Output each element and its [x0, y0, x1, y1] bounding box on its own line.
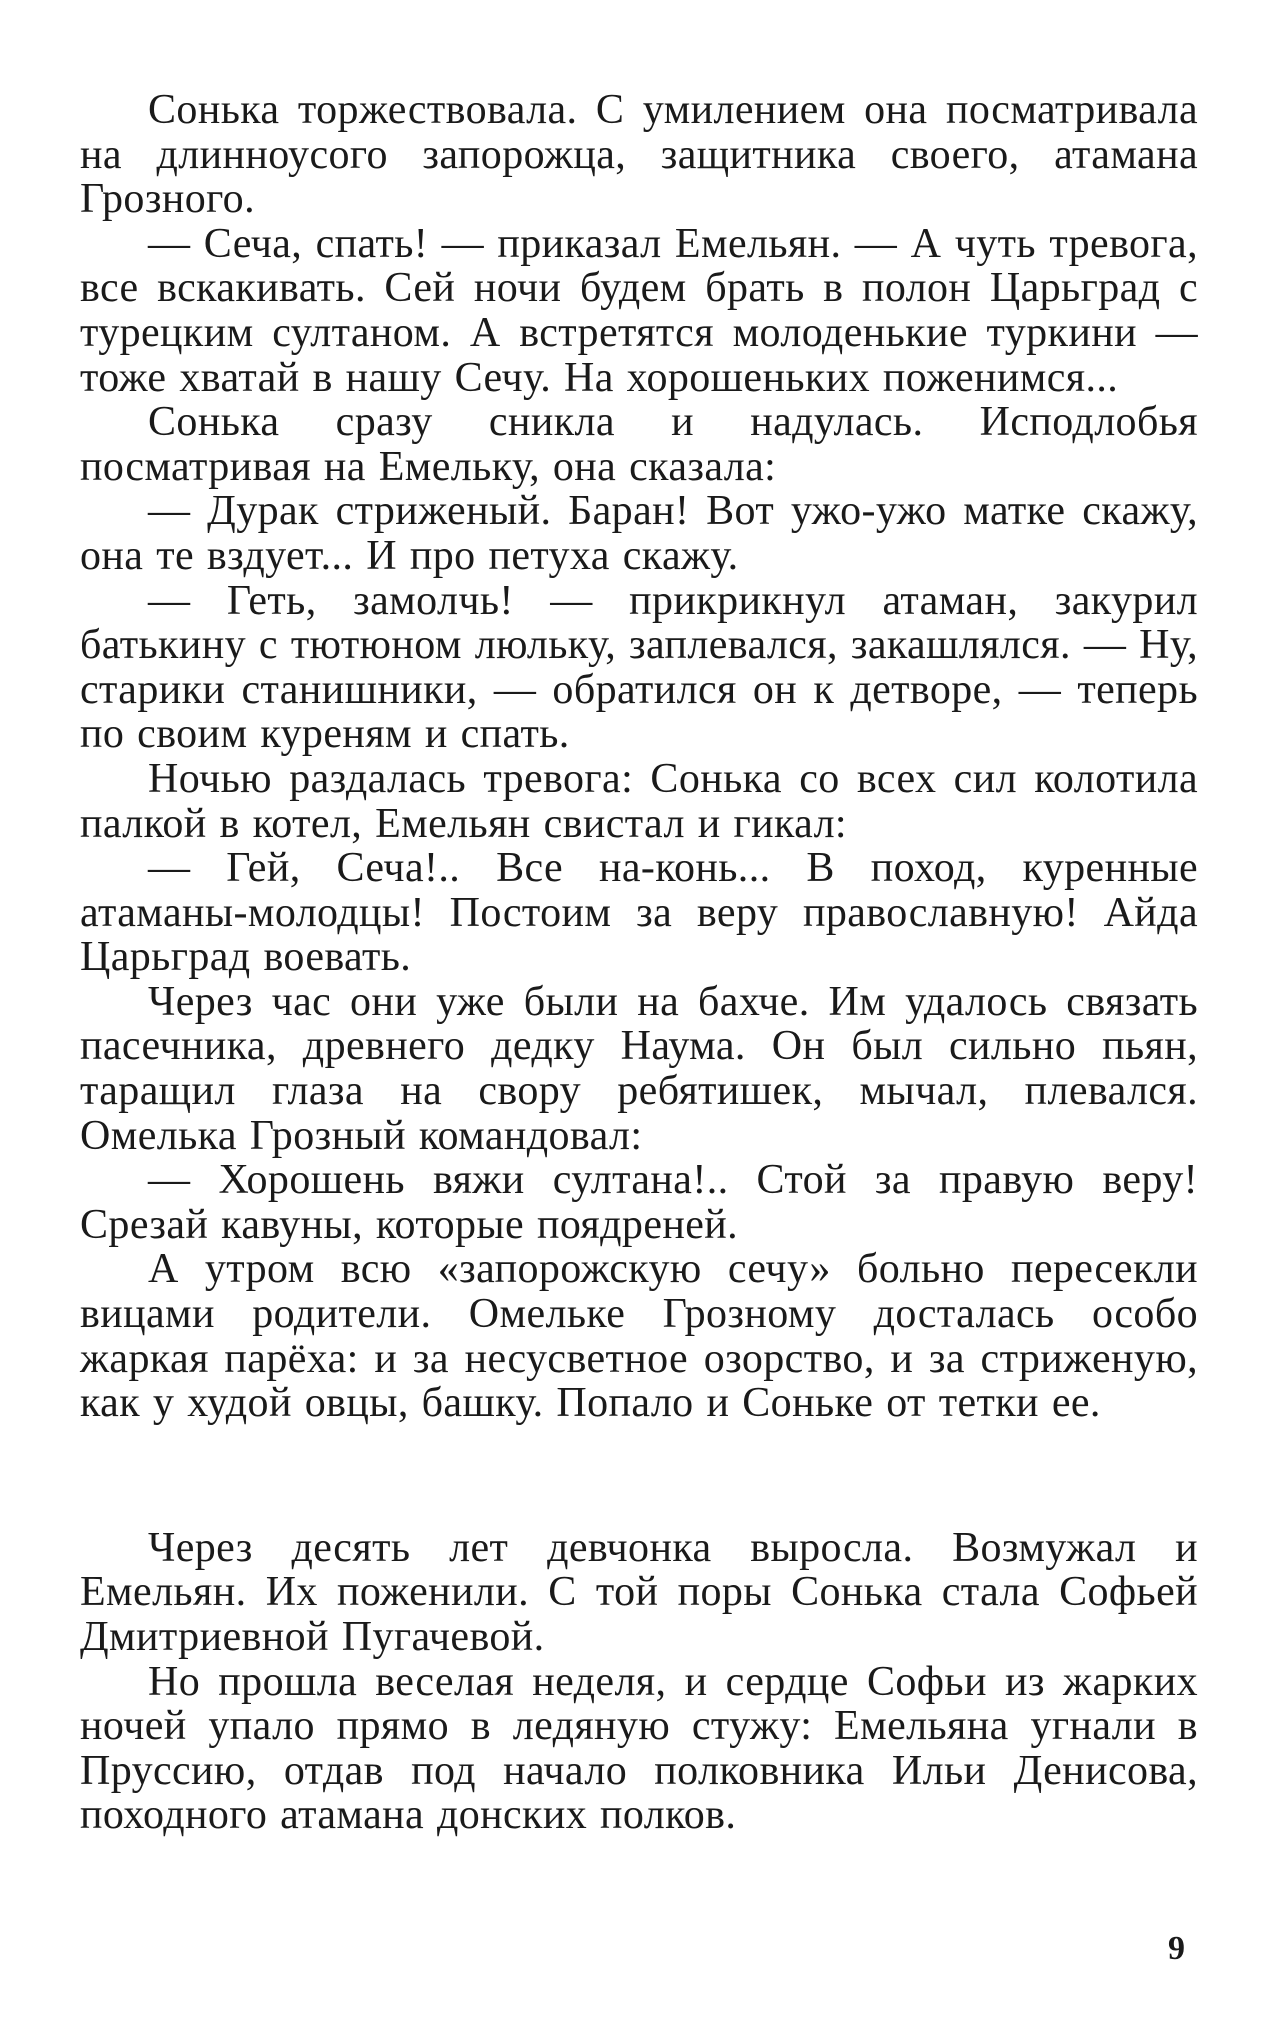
- section-break: [80, 1426, 1198, 1526]
- paragraph-7: — Гей, Сеча!.. Все на-конь... В поход, куренные атаманы-молодцы! Постоим за веру православную! Айда Царьград воевать.: [80, 845, 1198, 981]
- paragraph-12: Но прошла веселая неделя, и сердце Софьи из жарких ночей упало прямо в ледяную стужу: Емельяна угнали в Пруссию, отдав под начало полковника Ильи Денисова, походного атамана донских полков.: [80, 1658, 1198, 1839]
- paragraph-2: — Сеча, спать! — приказал Емельян. — А чуть тревога, все вскакивать. Сей ночи будем брать в полон Царьград с турецким султаном. А встретятся молоденькие туркини — тоже хватай в нашу Сечу. На хорошеньких поженимся...: [80, 220, 1198, 401]
- paragraph-5: — Геть, замолчь! — прикрикнул атаман, закурил батькину с тютюном люльку, заплевался, закашлялся. — Ну, старики станишники, — обратился он к детворе, — теперь по своим куреням и спать.: [80, 577, 1198, 758]
- paragraph-1: Сонька торжествовала. С умилением она посматривала на длинноусого запорожца, защитника своего, атамана Грозного.: [80, 87, 1198, 223]
- paragraph-10: А утром всю «запорожскую сечу» больно пересекли вицами родители. Омельке Грозному досталась особо жаркая парёха: и за несусветное озорство, и за стриженую, как у худой овцы, башку. Попало и Соньке от тетки ее.: [80, 1246, 1198, 1427]
- paragraph-6: Ночью раздалась тревога: Сонька со всех сил колотила палкой в котел, Емельян свистал и гикал:: [80, 755, 1198, 847]
- paragraph-8: Через час они уже были на бахче. Им удалось связать пасечника, древнего дедку Наума. Он был сильно пьян, таращил глаза на свору ребятишек, мычал, плевался. Омелька Грозный командовал:: [80, 978, 1198, 1159]
- page-body: [80, 88, 1198, 1838]
- paragraph-9: — Хорошень вяжи султана!.. Стой за правую веру! Срезай кавуны, которые поядреней.: [80, 1157, 1198, 1248]
- page-number: 9: [1168, 1930, 1185, 1967]
- paragraph-3: Сонька сразу сникла и надулась. Исподлобья посматривая на Емельку, она сказала:: [80, 399, 1198, 490]
- paragraph-4: — Дурак стриженый. Баран! Вот ужо-ужо матке скажу, она те вздует... И про петуха скажу.: [80, 488, 1198, 579]
- paragraph-11: Через десять лет девчонка выросла. Возмужал и Емельян. Их поженили. С той поры Сонька стала Софьей Дмитриевной Пугачевой.: [80, 1524, 1198, 1660]
